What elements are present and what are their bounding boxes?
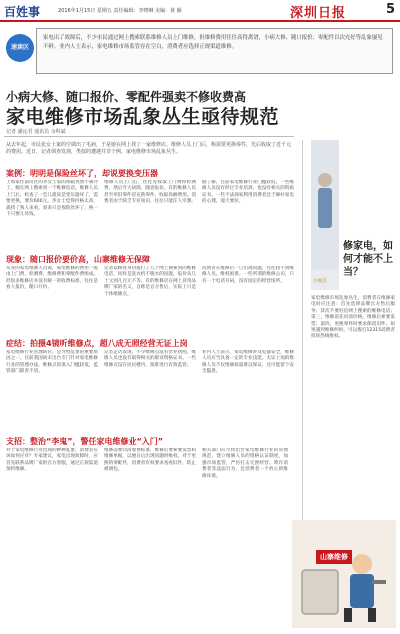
quick-read-badge: 速读区 bbox=[6, 34, 34, 62]
section-title: ：随口报价要价高，山寨维修无保障 bbox=[22, 255, 150, 264]
section-name: 百姓事 bbox=[4, 5, 41, 19]
page-number: 5 bbox=[385, 2, 395, 17]
article-headline: 家电维修市场乱象丛生亟待规范 bbox=[6, 106, 280, 128]
repairman-cartoon-icon bbox=[292, 520, 396, 628]
section-title: ：拍摄4镜听维修点，超八成无照经营无证上岗 bbox=[22, 339, 188, 348]
commentary-title: 修家电，如何才能不上当？ bbox=[343, 241, 393, 278]
article-column: 家电维修行业管理缺位，是导致乱象的重要原因之一。目前我国尚未出台专门针对家电维修行业的管理办法，维修点的准入门槛较低，监管部门职责不清。 bbox=[6, 350, 98, 375]
cartoon-illustration bbox=[292, 520, 396, 628]
section-heading-phenomenon bbox=[6, 254, 150, 265]
section-label: 支招 bbox=[6, 437, 22, 446]
article-column: 业内人士表示，家电维修涉及电器安全，维修人员应当具备一定的专业技能。无证上岗的维修人员不仅维修质量难以保证，还可能留下安全隐患。 bbox=[202, 350, 294, 375]
issue-date: 2016年1月15日 星期五 责任编辑：李晓琳 美编：黄 颖 bbox=[58, 8, 182, 14]
summary-text: 家电出了故障后，不少市民通过网上搜索联系维修人员上门维修，但维修费用往往高得离谱，小病大修、随口报价、零配件以次充好等乱象屡见不鲜。业内人士表示，家电维修市场监管存在空白，消费者应选择正规渠道维修。 bbox=[43, 35, 383, 50]
article-column: 维修前要问清收费标准，维修后要索要发票和维修单据，以便日后出现问题时维权。对于更换的零配件，消费者有权要求查看旧件，防止被调包。 bbox=[104, 448, 196, 473]
article-column: 消费者在维修后一旦出现问题，往往找不到维修人员，维权困难。一些所谓的维修公司，只有一个电话号码，没有固定的经营场所。 bbox=[202, 266, 294, 284]
section-label: 现象 bbox=[6, 255, 22, 264]
sidebar-commentary bbox=[302, 140, 397, 520]
article-column: 相关部门应尽快出台家电维修行业的管理规范，建立维修人员的资格认证制度，加强市场监管，严厉打击无照经营、欺诈消费者等违法行为，还消费者一个放心的维修环境。 bbox=[202, 448, 288, 479]
section-title: ：明明是保险丝坏了，却说要换变压器 bbox=[22, 169, 158, 178]
article-column: 上周家住南山区的李女士家的冰箱突然不制冷了，她在网上搜索到一个维修电话。维修人员上门后，检查了一会儿就说是变压器坏了，需要更换，要价600元。李女士觉得价格太高，就找了熟人来看，原来只是保险丝坏了，换一下只要几块钱。 bbox=[6, 180, 98, 218]
masthead bbox=[0, 0, 400, 22]
article-subtitle: 小病大修、随口报价、零配件强卖不修收费高 bbox=[6, 90, 247, 104]
article-column: 维修人员上门后，往往先收取上门费和检测费，然后夸大故障，随意报价。有的维修人员甚至用旧零件冒充新零件，收取高额费用。消费者由于缺乏专业知识，往往只能任人宰割。 bbox=[104, 180, 196, 205]
section-heading-case bbox=[6, 168, 158, 179]
article-column: 据了解，目前家电维修行业门槛较低，一些维修人员没有经过专业培训，也没有相关的资质证书。一些不法商家利用消费者急于修好家电的心理，漫天要价。 bbox=[202, 180, 294, 205]
summary-box bbox=[36, 28, 393, 74]
illustration-label: 山寨维修 bbox=[316, 550, 352, 564]
newspaper-logo: 深圳日报 bbox=[290, 6, 347, 21]
commentary-text: 家电维修市场乱象丛生，消费者在维修家电时应注意：首先选择品牌官方售后服务；其次不要轻信网上搜索的维修电话；第三，维修前先问清价格，维修后索要发票；第四，更换零件时要求保留旧件。如果遇到维修纠纷，可以拨打12315消费者投诉热线维权。 bbox=[311, 296, 395, 340]
section-heading-cause bbox=[6, 338, 188, 349]
commentary-image bbox=[311, 140, 339, 290]
article-column: 对于家电维修行业出现的种种乱象，消费者应该如何应对？专家建议，家电出现故障时，应首先联系品牌厂家的官方客服，通过正规渠道预约维修。 bbox=[6, 448, 98, 473]
article-column: 记者以顾客身份拨打了几个网上搜索到的维修电话，同样是洗衣机不脱水的问题，报价从几十元到几百元不等。有的维修店在网上冒用品牌厂家的名义，自称是官方售后，实际上只是个体维修点。 bbox=[104, 266, 196, 297]
section-heading-advice bbox=[6, 436, 163, 447]
article-intro: 从去年起，市民张女士家的空调出了毛病，于是她在网上找了一家维修店。维修人员上门后，称需要更换零件，先后收取了近千元的费用。近日，记者调查发现，类似的遭遇并非个例，家电维修市场乱象丛生。 bbox=[6, 142, 292, 155]
divider bbox=[4, 136, 294, 137]
columnist-figure-icon bbox=[311, 140, 339, 270]
article-column: 记者走访发现，不少维修点没有营业执照，维修人员也没有取得相关的职业资格证书。一些维修点设在居民楼内，很难进行有效监管。 bbox=[104, 350, 196, 368]
section-label: 案例 bbox=[6, 169, 22, 178]
article-column: 从业的家电维修人员说，家电维修的费用一般由上门费、检测费、维修费和零配件费组成。但很多维修店并没有统一的收费标准，往往是看人报价，随口开价。 bbox=[6, 266, 98, 291]
byline: 记者 潘沁君 通讯员 余科斌 bbox=[6, 129, 66, 135]
section-title: ：整治“李鬼”，警任家电维修业“入门” bbox=[22, 437, 164, 446]
section-label: 症结 bbox=[6, 339, 22, 348]
commentary-caption: 小视点 bbox=[313, 279, 327, 284]
